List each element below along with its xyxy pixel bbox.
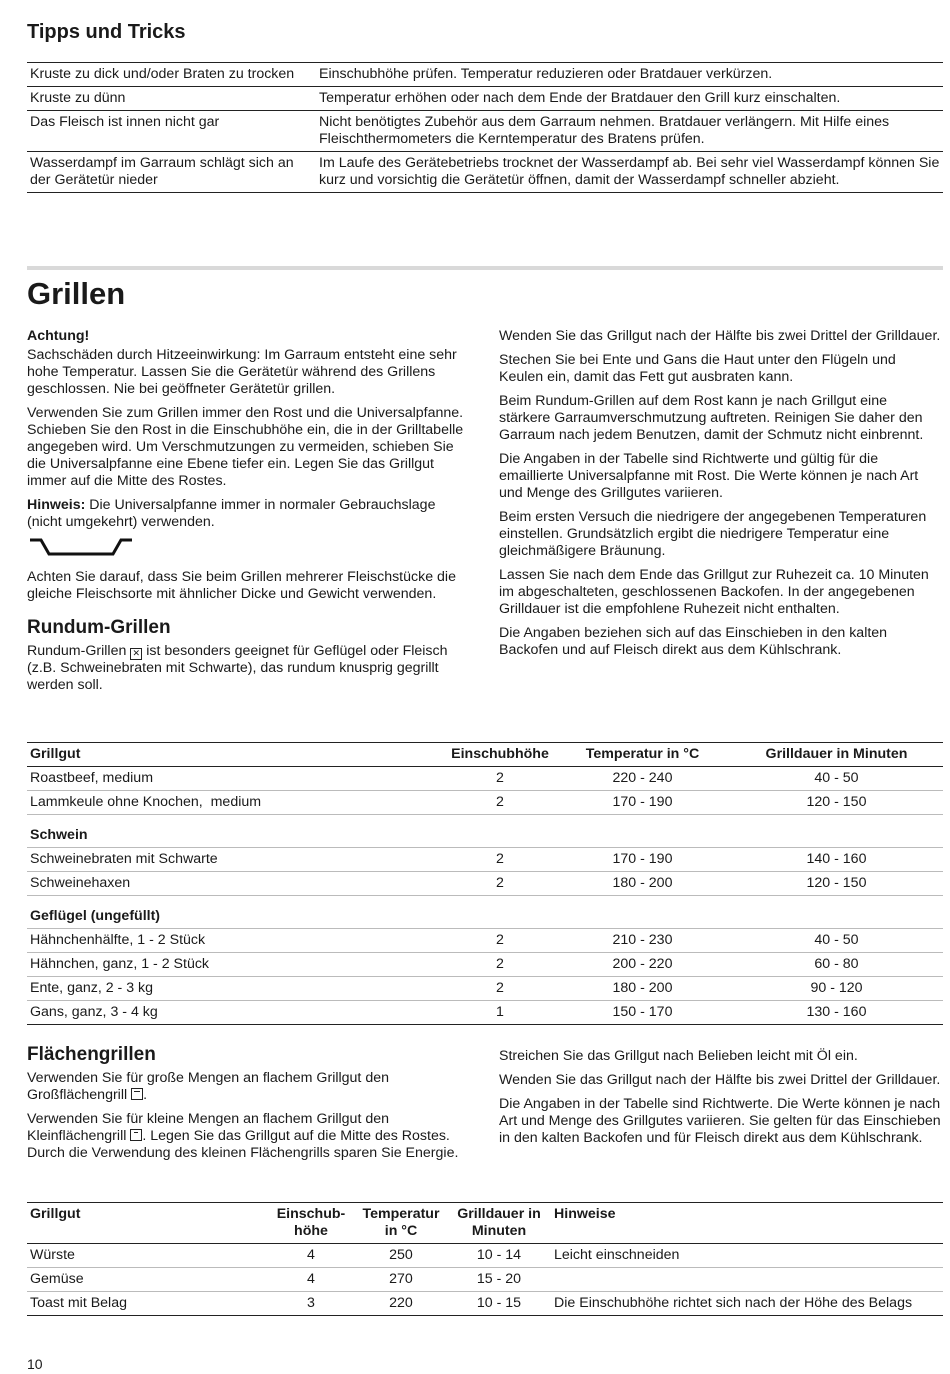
grillen-paragraph: Die Angaben beziehen sich auf das Einschieben in den kalten Backofen und auf Fleisch direkt aus dem Kühlschrank. — [499, 625, 888, 658]
table-row — [27, 791, 943, 815]
table-row — [27, 1244, 943, 1268]
flach-paragraph — [27, 1070, 469, 1104]
flach-paragraph: Streichen Sie das Grillgut nach Belieben leicht mit Öl ein. — [499, 1048, 858, 1064]
column-header: Temperatur in °C — [355, 1203, 447, 1244]
table-row — [27, 152, 943, 193]
note-text: Die Universalpfanne immer in normaler Gebrauchslage (nicht umgekehrt) verwenden. — [27, 497, 436, 530]
grillen-paragraph: Die Angaben in der Tabelle sind Richtwerte und gültig für die emaillierte Universalpfanne mit Rost. Die Werte können je nach Art und Menge des Grillgutes variieren. — [499, 451, 919, 501]
table-row — [27, 872, 943, 896]
table-cell: Roastbeef, medium — [27, 767, 445, 791]
flach-text: Verwenden Sie für kleine Mengen an flachem Grillgut den Kleinflächengrill — [27, 1111, 389, 1144]
note-paragraph — [27, 497, 469, 531]
table-cell: 4 — [267, 1268, 355, 1292]
table-cell: Hähnchen, ganz, 1 - 2 Stück — [27, 953, 445, 977]
table-cell: 170 - 190 — [555, 848, 730, 872]
table-row — [27, 767, 943, 791]
table-cell: Gemüse — [27, 1268, 267, 1292]
table-cell: 2 — [445, 977, 555, 1001]
table-cell: 200 - 220 — [555, 953, 730, 977]
table-cell: 170 - 190 — [555, 791, 730, 815]
grillen-paragraph: Beim Rundum-Grillen auf dem Rost kann je nach Grillgut eine stärkere Garraumverschmutzung auftreten. Reinigen Sie daher den Garraum nach jedem Benutzen, damit der Schmutz nicht einbrennt. — [499, 393, 924, 443]
table-group-row — [27, 896, 943, 929]
tips-solution: Nicht benötigtes Zubehör aus dem Garraum nehmen. Bratdauer verlängern. Mit Hilfe eines Fleischthermometers die Kerntemperatur des Bratens prüfen. — [316, 111, 943, 152]
table-cell: 210 - 230 — [555, 929, 730, 953]
rundum-text: ist besonders geeignet für Geflügel oder Fleisch (z.B. Schweinebraten mit Schwarte), das rundum knusprig gegrillt werden soll. — [27, 643, 448, 693]
table-row — [27, 929, 943, 953]
table-cell: 2 — [445, 767, 555, 791]
table-row — [27, 1268, 943, 1292]
tips-solution: Temperatur erhöhen oder nach dem Ende der Bratdauer den Grill kurz einschalten. — [316, 87, 943, 111]
flach-paragraph: Die Angaben in der Tabelle sind Richtwerte. Die Werte können je nach Art und Menge des Grillgutes variieren. Sie gelten für das Einschieben in den kalten Backofen und für Fleisch direkt aus dem Kühlschrank. — [499, 1096, 941, 1146]
table-row — [27, 848, 943, 872]
table-cell: 2 — [445, 791, 555, 815]
table-cell — [551, 1268, 943, 1292]
column-header: Einschub-höhe — [267, 1203, 355, 1244]
table-row — [27, 1001, 943, 1025]
table-cell: 220 - 240 — [555, 767, 730, 791]
table-cell: 140 - 160 — [730, 848, 943, 872]
table-cell: Die Einschubhöhe richtet sich nach der Höhe des Belags — [551, 1292, 943, 1316]
table-cell: 40 - 50 — [730, 929, 943, 953]
table-cell: 120 - 150 — [730, 872, 943, 896]
universal-pan-icon — [29, 537, 133, 559]
table-group-row — [27, 815, 943, 848]
flach-left-column — [27, 1044, 469, 1169]
table-cell: 10 - 14 — [447, 1244, 551, 1268]
table-cell: 180 - 200 — [555, 872, 730, 896]
table-cell: Schweinebraten mit Schwarte — [27, 848, 445, 872]
rotisserie-grill-icon: ✕ — [130, 648, 142, 660]
table-cell: 2 — [445, 929, 555, 953]
group-label: Schwein — [27, 815, 943, 848]
table-cell: Ente, ganz, 2 - 3 kg — [27, 977, 445, 1001]
table-cell: 250 — [355, 1244, 447, 1268]
flat-grill-table — [27, 1202, 943, 1316]
rundum-heading: Rundum-Grillen — [27, 617, 171, 638]
warning-label: Achtung! — [27, 328, 90, 344]
column-header: Temperatur in °C — [555, 743, 730, 767]
table-cell: 2 — [445, 872, 555, 896]
tips-problem: Kruste zu dünn — [27, 87, 316, 111]
section-divider — [27, 266, 943, 270]
table-row — [27, 1292, 943, 1316]
flach-paragraph: Wenden Sie das Grillgut nach der Hälfte bis zwei Drittel der Grilldauer. — [499, 1072, 941, 1088]
grillen-paragraph: Wenden Sie das Grillgut nach der Hälfte bis zwei Drittel der Grilldauer. — [499, 328, 941, 344]
table-row — [27, 87, 943, 111]
flach-text: . — [143, 1087, 148, 1103]
table-row — [27, 977, 943, 1001]
table-cell: 220 — [355, 1292, 447, 1316]
tips-heading: Tipps und Tricks — [27, 21, 186, 43]
flach-text: Verwenden Sie für große Mengen an flachem Grillgut den Großflächengrill — [27, 1070, 389, 1103]
table-cell: 60 - 80 — [730, 953, 943, 977]
page — [27, 0, 943, 1374]
table-header-row — [27, 743, 943, 767]
table-cell: 90 - 120 — [730, 977, 943, 1001]
table-cell: 180 - 200 — [555, 977, 730, 1001]
flach-paragraph — [27, 1111, 469, 1162]
table-cell: 40 - 50 — [730, 767, 943, 791]
table-row — [27, 953, 943, 977]
grillen-paragraph: Lassen Sie nach dem Ende das Grillgut zur Ruhezeit ca. 10 Minuten im abgeschalteten, geschlossenen Backofen. In der angegebenen Grilldauer ist die empfohlene Ruhezeit nicht enthalten. — [499, 567, 929, 617]
grill-table — [27, 742, 943, 1025]
grillen-paragraph: Verwenden Sie zum Grillen immer den Rost und die Universalpfanne. Schieben Sie den Rost in die Einschubhöhe ein, die in der Grilltabelle angegeben wird. Um Verschmutzungen zu vermeiden, schieben Sie die Universalpfanne eine Ebene tiefer ein. Legen Sie das Grillgut immer auf die Mitte des Rostes. — [27, 405, 464, 489]
grillen-paragraph: Beim ersten Versuch die niedrigere der angegebenen Temperaturen einstellen. Grundsätzlich ergibt die niedrigere Temperatur eine gleichmäßigere Bräunung. — [499, 509, 927, 559]
note-label: Hinweis: — [27, 497, 86, 513]
tips-solution: Einschubhöhe prüfen. Temperatur reduzieren oder Bratdauer verkürzen. — [316, 63, 943, 87]
table-cell: Gans, ganz, 3 - 4 kg — [27, 1001, 445, 1025]
large-grill-icon — [131, 1088, 143, 1100]
table-cell: 4 — [267, 1244, 355, 1268]
grillen-paragraph: Achten Sie darauf, dass Sie beim Grillen mehrerer Fleischstücke die gleiche Fleischsorte mit ähnlicher Dicke und Gewicht verwenden. — [27, 569, 456, 602]
table-header-row — [27, 1203, 943, 1244]
table-cell: Lammkeule ohne Knochen, medium — [27, 791, 445, 815]
tips-problem: Wasserdampf im Garraum schlägt sich an der Gerätetür nieder — [27, 152, 316, 193]
table-cell: 3 — [267, 1292, 355, 1316]
group-label: Geflügel (ungefüllt) — [27, 896, 943, 929]
column-header: Grilldauer in Minuten — [730, 743, 943, 767]
table-cell: Schweinehaxen — [27, 872, 445, 896]
table-cell: 15 - 20 — [447, 1268, 551, 1292]
warning-text: Sachschäden durch Hitzeeinwirkung: Im Garraum entsteht eine sehr hohe Temperatur. Lassen Sie die Gerätetür während des Grillens geschlossen. Nie bei geöffneter Gerätetür grillen. — [27, 347, 457, 397]
rundum-paragraph — [27, 643, 469, 694]
small-grill-icon — [130, 1129, 142, 1141]
grillen-heading: Grillen — [27, 276, 126, 311]
tips-table — [27, 62, 943, 193]
page-number: 10 — [27, 1356, 43, 1372]
grillen-left-column — [27, 328, 469, 701]
table-cell: Hähnchenhälfte, 1 - 2 Stück — [27, 929, 445, 953]
table-cell: 1 — [445, 1001, 555, 1025]
column-header: Hinweise — [551, 1203, 943, 1244]
rundum-text: Rundum-Grillen — [27, 643, 131, 659]
table-cell: 2 — [445, 953, 555, 977]
table-cell: Leicht einschneiden — [551, 1244, 943, 1268]
table-cell: 270 — [355, 1268, 447, 1292]
column-header: Grillgut — [27, 743, 445, 767]
grillen-right-column — [499, 328, 941, 666]
grillen-paragraph: Stechen Sie bei Ente und Gans die Haut unter den Flügeln und Keulen ein, damit das Fett gut ausbraten kann. — [499, 352, 896, 385]
table-cell: 130 - 160 — [730, 1001, 943, 1025]
tips-solution: Im Laufe des Gerätebetriebs trocknet der Wasserdampf ab. Bei sehr viel Wasserdampf können Sie kurz und vorsichtig die Gerätetür öffnen, damit der Wasserdampf schneller abzieht. — [316, 152, 943, 193]
table-row — [27, 111, 943, 152]
flach-heading: Flächengrillen — [27, 1044, 156, 1065]
tips-problem: Das Fleisch ist innen nicht gar — [27, 111, 316, 152]
flach-right-column — [499, 1048, 941, 1154]
flach-text: . Legen Sie das Grillgut auf die Mitte des Rostes. Durch die Verwendung des kleinen Flächengrills sparen Sie Energie. — [27, 1128, 459, 1161]
table-cell: 10 - 15 — [447, 1292, 551, 1316]
column-header: Einschubhöhe — [445, 743, 555, 767]
table-cell: Toast mit Belag — [27, 1292, 267, 1316]
table-cell: 2 — [445, 848, 555, 872]
table-cell: 150 - 170 — [555, 1001, 730, 1025]
table-cell: Würste — [27, 1244, 267, 1268]
tips-problem: Kruste zu dick und/oder Braten zu trocken — [27, 63, 316, 87]
table-row — [27, 63, 943, 87]
column-header: Grilldauer in Minuten — [447, 1203, 551, 1244]
column-header: Grillgut — [27, 1203, 267, 1244]
table-cell: 120 - 150 — [730, 791, 943, 815]
